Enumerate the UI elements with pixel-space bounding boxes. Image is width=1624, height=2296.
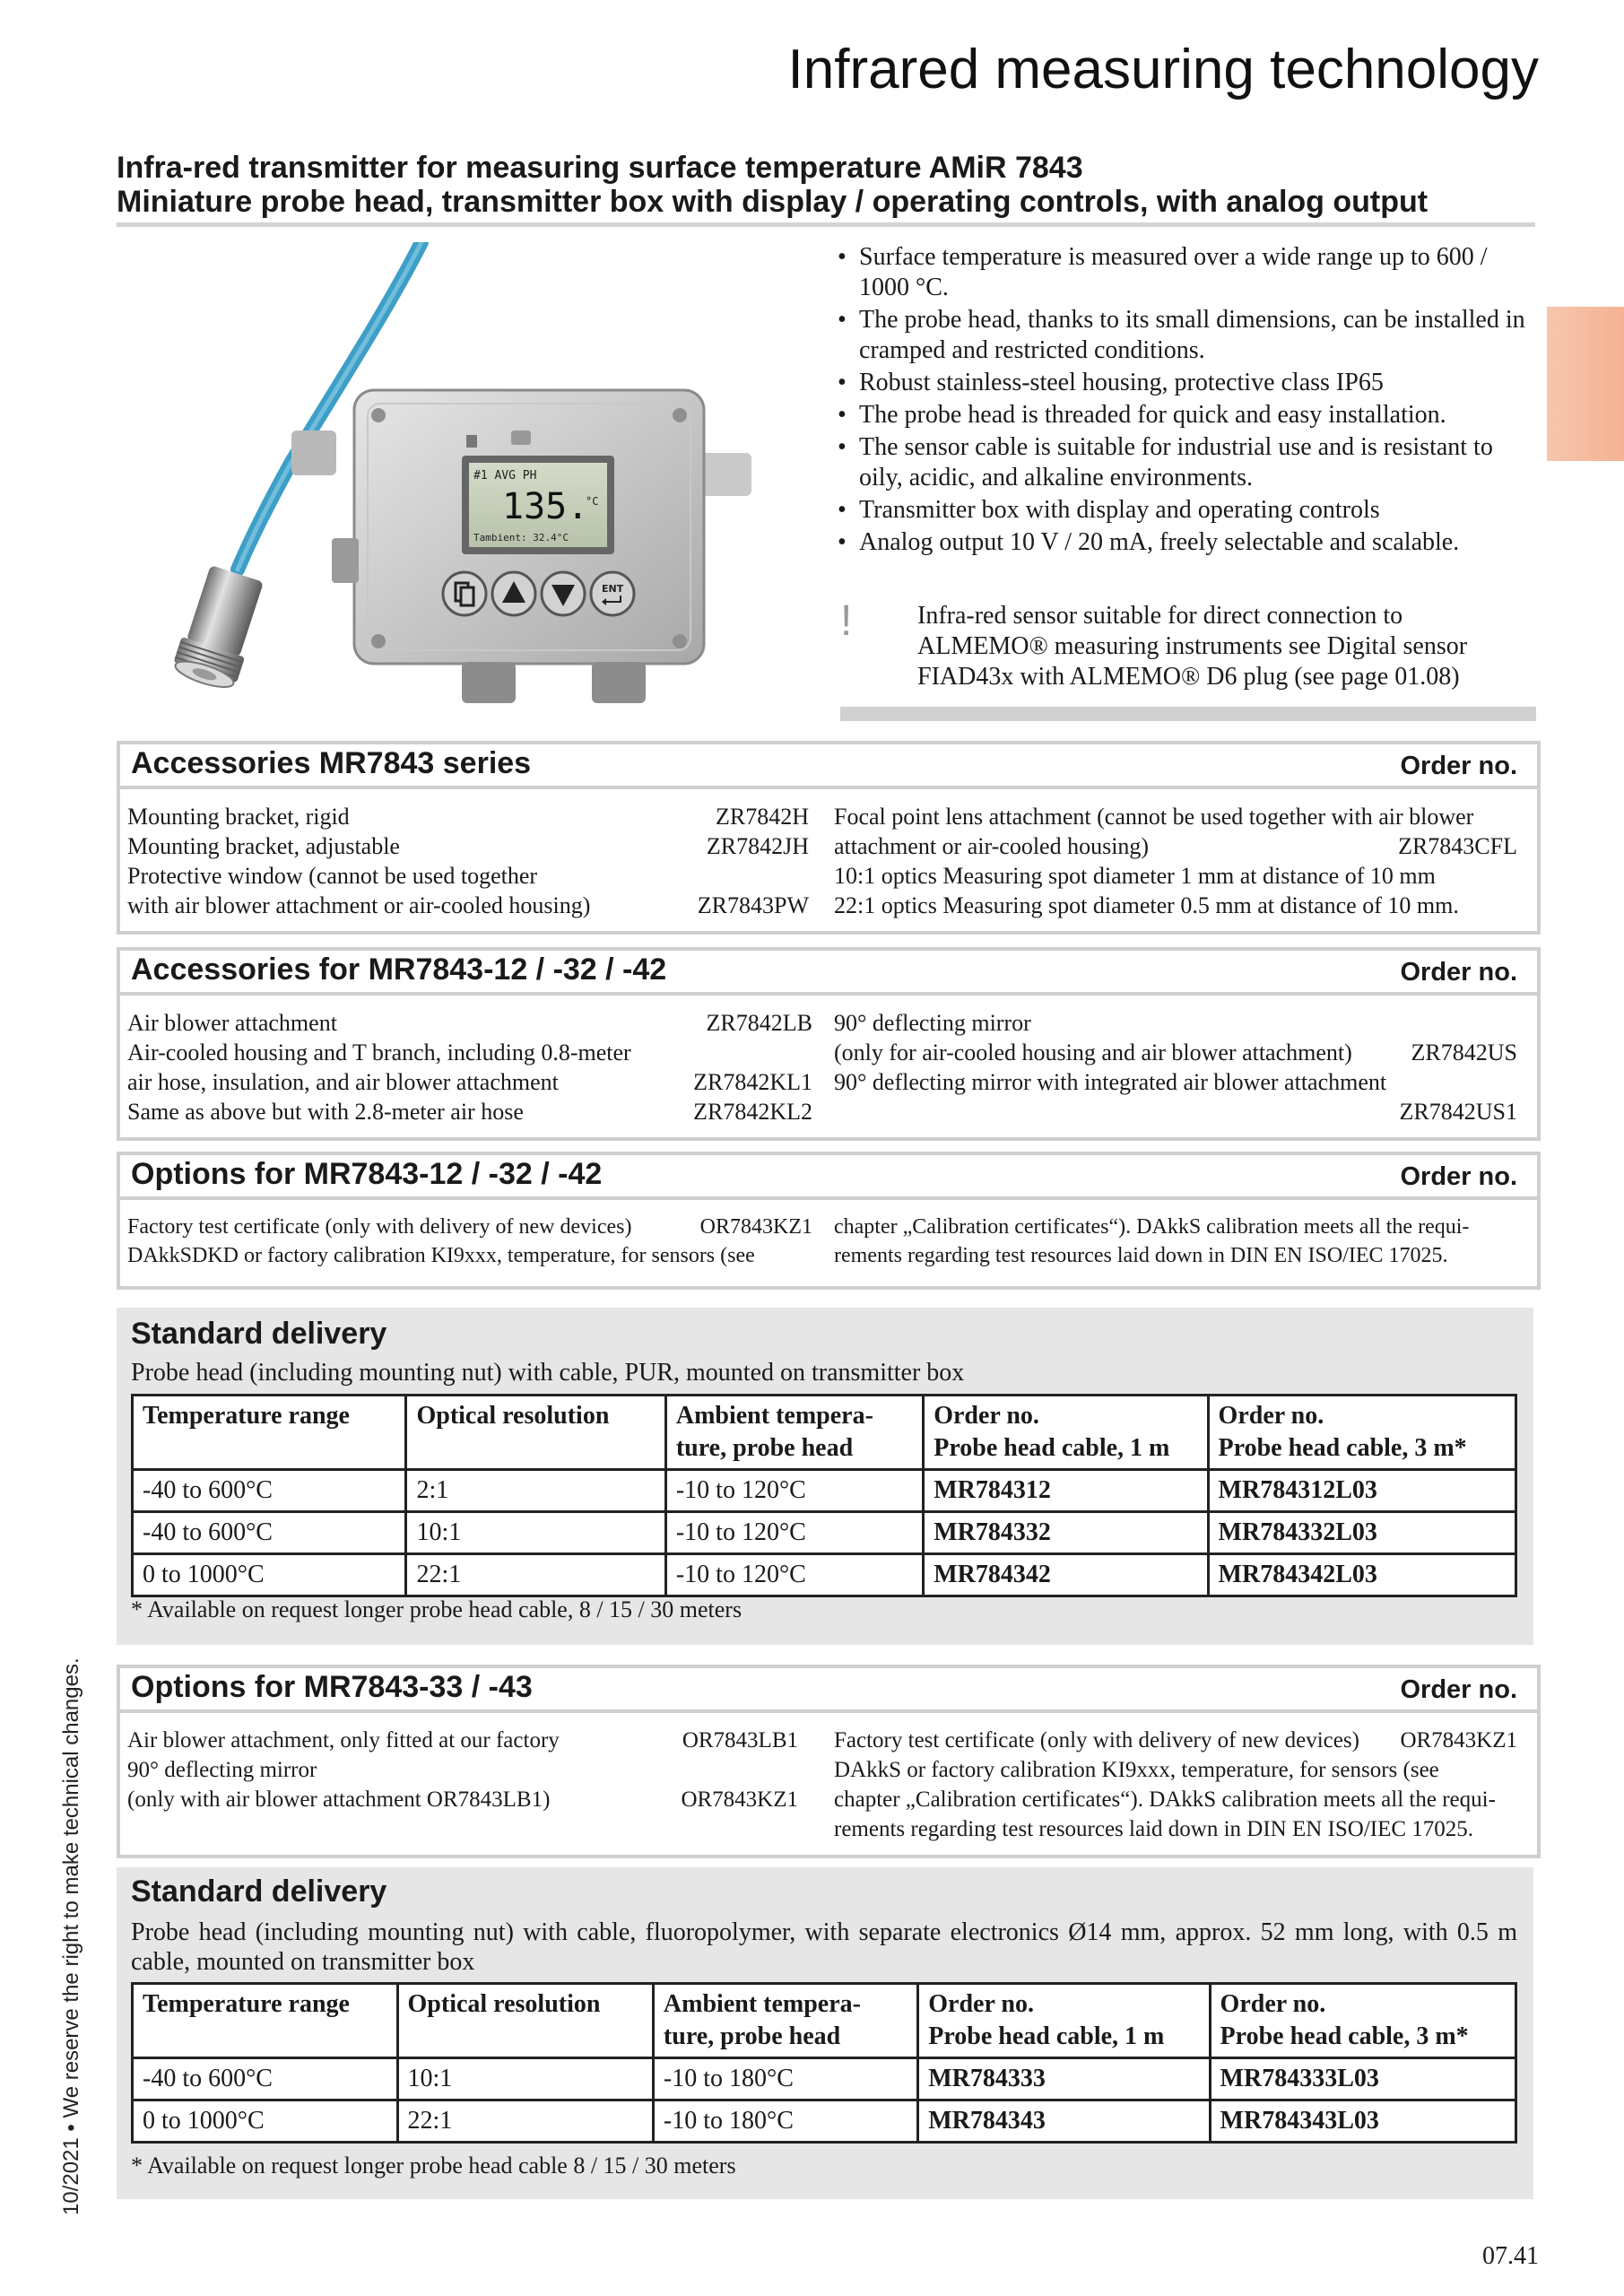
table-cell: -40 to 600°C <box>133 2058 398 2100</box>
order-code: ZR7842US <box>1411 1039 1517 1065</box>
table-cell: MR784342L03 <box>1208 1554 1515 1596</box>
option-row: rements regarding test resources laid down in DIN EN ISO/IEC 17025. <box>834 1244 1448 1267</box>
standard-delivery-panel <box>117 1867 1533 2199</box>
enter-key <box>591 572 634 615</box>
table-cell: MR784333 <box>918 2058 1210 2100</box>
cable-gland-right <box>698 453 751 496</box>
feature-item: • Analog output 10 V / 20 mA, freely selectable and scalable. <box>838 527 1537 558</box>
option-row: (only with air blower attachment OR7843LB1) OR7843KZ1 <box>127 1785 798 1814</box>
order-code: OR7843LB1 <box>682 1728 798 1752</box>
accessory-row: (only for air-cooled housing and air blower attachment) ZR7842US <box>834 1039 1517 1065</box>
column-header: Order no. Probe head cable, 1 m <box>924 1396 1208 1470</box>
accessory-row: attachment or air-cooled housing) ZR7843CFL <box>834 833 1517 859</box>
accessory-row: Protective window (cannot be used together <box>127 863 538 889</box>
page-number: 07.41 <box>1482 2242 1539 2270</box>
table-cell: MR784312 <box>924 1470 1208 1512</box>
note-line: ALMEMO® measuring instruments see Digital sensor <box>917 632 1468 660</box>
table-cell: MR784332L03 <box>1208 1512 1515 1554</box>
connector-bottom-right <box>592 662 646 703</box>
box-title: Options for MR7843-33 / -43 <box>131 1670 533 1704</box>
accessory-row: Air blower attachment ZR7842LB <box>127 1010 812 1036</box>
revision-note: 10/2021 • We reserve the right to make technical changes. <box>59 1657 83 2215</box>
probe-head <box>170 563 269 693</box>
option-row: chapter „Calibration certificates“). DAkkS calibration meets all the requi- <box>834 1215 1470 1239</box>
table-cell: 10:1 <box>406 1512 665 1554</box>
options-mr7843-33-box <box>117 1665 1541 1858</box>
table-cell: 0 to 1000°C <box>133 1554 406 1596</box>
accessory-row: Focal point lens attachment (cannot be used together with air blower <box>834 804 1474 830</box>
column-header: Ambient tempera- ture, probe head <box>653 1984 917 2058</box>
order-code: ZR7843CFL <box>1398 833 1517 859</box>
feature-item: • The sensor cable is suitable for industrial use and is resistant to oily, acidic, and alkaline environments. <box>838 432 1537 493</box>
table-cell: -40 to 600°C <box>133 1470 406 1512</box>
panel-description: Probe head (including mounting nut) with cable, PUR, mounted on transmitter box <box>131 1359 965 1387</box>
enter-key-label: ENT <box>602 583 624 595</box>
accessory-row: with air blower attachment or air-cooled housing) ZR7843PW <box>127 892 809 918</box>
lcd-display <box>462 456 614 554</box>
accessory-row: 10:1 optics Measuring spot diameter 1 mm at distance of 10 mm <box>834 863 1436 889</box>
connector-bottom-left <box>462 662 516 703</box>
table-cell: -10 to 180°C <box>653 2058 917 2100</box>
option-row: 90° deflecting mirror <box>127 1758 317 1782</box>
option-row: chapter „Calibration certificates“). DAkkS calibration meets all the requi- <box>834 1787 1496 1812</box>
table-header-row <box>133 1396 1516 1470</box>
order-code: OR7843KZ1 <box>699 1215 812 1239</box>
order-code: ZR7842JH <box>706 833 809 859</box>
lcd-line-3: Tambient: 32.4°C <box>473 532 569 544</box>
accessory-row: Air-cooled housing and T branch, including 0.8-meter <box>127 1039 631 1065</box>
order-no-label: Order no. <box>1400 752 1517 780</box>
table-footnote: * Available on request longer probe head cable, 8 / 15 / 30 meters <box>131 1596 743 1622</box>
product-headline: Infra-red transmitter for measuring surface temperature AMiR 7843 <box>117 151 1083 185</box>
feature-item: • The probe head is threaded for quick and easy installation. <box>838 400 1537 430</box>
delivery-table <box>131 1394 1517 1597</box>
feature-item: • Transmitter box with display and operating controls <box>838 495 1537 526</box>
table-cell: MR784342 <box>924 1554 1208 1596</box>
option-row: Factory test certificate (only with delivery of new devices) OR7843KZ1 <box>127 1213 812 1241</box>
table-header-row <box>133 1984 1516 2058</box>
box-title: Accessories MR7843 series <box>131 746 532 780</box>
table-cell: 2:1 <box>406 1470 665 1512</box>
feature-item: • Robust stainless-steel housing, protective class IP65 <box>838 368 1537 398</box>
panel-title: Standard delivery <box>131 1317 387 1351</box>
feature-item: • The probe head, thanks to its small dimensions, can be installed in cramped and restricted conditions. <box>838 305 1537 366</box>
product-subheadline: Miniature probe head, transmitter box with display / operating controls, with analog output <box>117 185 1429 219</box>
table-row <box>133 1512 1516 1554</box>
section-tab-marker <box>1547 307 1624 461</box>
order-no-label: Order no. <box>1400 958 1517 987</box>
feature-list <box>838 242 1537 560</box>
order-code: ZR7842H <box>716 804 809 830</box>
delivery-table <box>131 1982 1517 2144</box>
column-header: Order no. Probe head cable, 1 m <box>918 1984 1210 2058</box>
table-row <box>133 1554 1516 1596</box>
order-code: ZR7842LB <box>706 1010 812 1036</box>
note-exclamation-icon: ! <box>840 597 853 645</box>
accessories-mr7843-box <box>117 741 1541 935</box>
table-cell: -10 to 120°C <box>665 1470 923 1512</box>
table-cell: MR784333L03 <box>1210 2058 1515 2100</box>
lcd-line-1: #1 AVG PH <box>473 469 537 483</box>
box-title: Options for MR7843-12 / -32 / -42 <box>131 1157 603 1191</box>
table-cell: MR784343L03 <box>1210 2100 1515 2143</box>
note-bar <box>840 707 1536 721</box>
table-cell: 22:1 <box>406 1554 665 1596</box>
table-cell: -10 to 120°C <box>665 1512 923 1554</box>
order-code: ZR7842US1 <box>1399 1099 1517 1125</box>
accessory-row: Mounting bracket, adjustable ZR7842JH <box>127 833 809 859</box>
table-row <box>133 2058 1516 2100</box>
lcd-value: 135. <box>502 486 589 527</box>
table-row <box>133 1470 1516 1512</box>
column-header: Order no. Probe head cable, 3 m* <box>1208 1396 1515 1470</box>
option-row: DAkkSDKD or factory calibration KI9xxx, temperature, for sensors (see <box>127 1244 755 1267</box>
order-code: OR7843KZ1 <box>681 1787 798 1812</box>
accessory-row: 90° deflecting mirror with integrated air blower attachment <box>834 1069 1387 1095</box>
header-rule <box>117 222 1535 227</box>
column-header: Optical resolution <box>406 1396 665 1470</box>
accessory-row: 90° deflecting mirror <box>834 1010 1031 1036</box>
order-code: ZR7842KL2 <box>693 1099 812 1125</box>
table-footnote: * Available on request longer probe head cable 8 / 15 / 30 meters <box>131 2152 736 2179</box>
table-cell: MR784332 <box>924 1512 1208 1554</box>
table-cell: MR784312L03 <box>1208 1470 1515 1512</box>
order-code: ZR7842KL1 <box>693 1069 812 1095</box>
option-row: rements regarding test resources laid down in DIN EN ISO/IEC 17025. <box>834 1817 1474 1841</box>
table-cell: 10:1 <box>397 2058 653 2100</box>
column-header: Order no. Probe head cable, 3 m* <box>1210 1984 1515 2058</box>
accessory-row: Same as above but with 2.8-meter air hose ZR7842KL2 <box>127 1099 812 1125</box>
order-no-label: Order no. <box>1400 1162 1517 1191</box>
down-arrow-key <box>542 572 585 615</box>
option-row: Air blower attachment, only fitted at our factory OR7843LB1 <box>127 1726 798 1755</box>
table-cell: MR784343 <box>918 2100 1210 2143</box>
panel-title: Standard delivery <box>131 1874 387 1909</box>
accessory-row: air hose, insulation, and air blower attachment ZR7842KL1 <box>127 1069 812 1095</box>
accessory-row: 22:1 optics Measuring spot diameter 0.5 mm at distance of 10 mm. <box>834 892 1459 918</box>
device-photo <box>126 242 807 709</box>
table-cell: -10 to 120°C <box>665 1554 923 1596</box>
column-header: Temperature range <box>133 1396 406 1470</box>
lcd-unit: °C <box>586 495 599 508</box>
accessories-mr7843-12-box <box>117 947 1541 1141</box>
feature-item: • Surface temperature is measured over a wide range up to 600 / 1000 °C. <box>838 242 1537 303</box>
order-code: ZR7843PW <box>697 892 809 918</box>
table-row <box>133 2100 1516 2143</box>
column-header: Ambient tempera- ture, probe head <box>665 1396 923 1470</box>
page-title: Infrared measuring technology <box>787 39 1539 100</box>
table-cell: 22:1 <box>397 2100 653 2143</box>
table-cell: -10 to 180°C <box>653 2100 917 2143</box>
table-cell: 0 to 1000°C <box>133 2100 398 2143</box>
box-title: Accessories for MR7843-12 / -32 / -42 <box>131 952 667 987</box>
option-row: Factory test certificate (only with delivery of new devices) OR7843KZ1 <box>834 1726 1517 1755</box>
note-line: FIAD43x with ALMEMO® D6 plug (see page 01.08) <box>917 663 1460 691</box>
table-cell: -40 to 600°C <box>133 1512 406 1554</box>
mode-key <box>443 572 486 615</box>
panel-description: Probe head (including mounting nut) with cable, fluoropolymer, with separate electronics Ø14 mm, approx. 52 mm long, with 0.5 m cable, mounted on transmitter box <box>131 1918 1517 1976</box>
note-line: Infra-red sensor suitable for direct connection to <box>917 602 1403 630</box>
almemo-note <box>917 601 1536 692</box>
order-code: OR7843KZ1 <box>1400 1728 1517 1752</box>
options-mr7843-12-box <box>117 1152 1541 1290</box>
order-no-label: Order no. <box>1400 1675 1517 1704</box>
up-arrow-key <box>492 572 535 615</box>
column-header: Optical resolution <box>397 1984 653 2058</box>
accessory-row: Mounting bracket, rigid ZR7842H <box>127 804 809 830</box>
standard-delivery-panel <box>117 1308 1533 1645</box>
option-row: DAkkS or factory calibration KI9xxx, temperature, for sensors (see <box>834 1758 1439 1782</box>
column-header: Temperature range <box>133 1984 398 2058</box>
